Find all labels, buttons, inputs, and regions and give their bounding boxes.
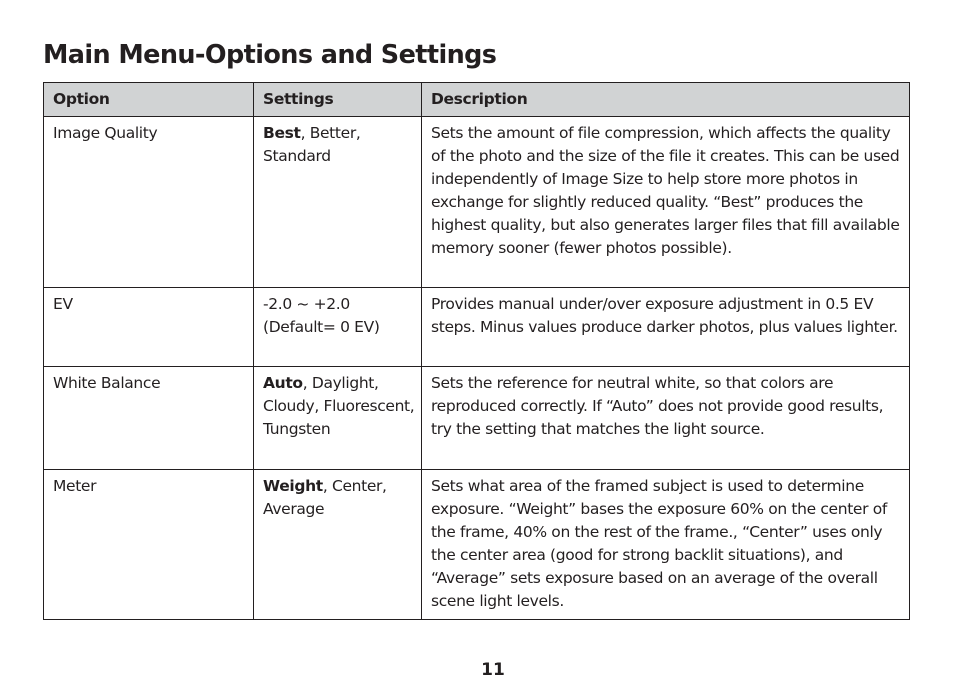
- other-settings: , Center, Average: [263, 477, 387, 518]
- options-table: [43, 82, 910, 620]
- other-settings: , Better, Standard: [263, 124, 361, 165]
- settings-cell: [254, 288, 422, 367]
- table-row: [44, 367, 910, 470]
- description-cell: Sets what area of the framed subject is used to determine exposure. “Weight” bases the exposure 60% on the center of the frame, 40% on the rest of the frame., “Center” uses only the center area (good for strong backlit situations), and “Average” sets exposure based on an average of the overall scene light levels.: [422, 470, 910, 620]
- header-settings: Settings: [254, 83, 422, 117]
- page-number: 11: [481, 660, 505, 680]
- option-cell: EV: [44, 288, 254, 367]
- option-cell: Image Quality: [44, 117, 254, 288]
- table-header-row: [44, 83, 910, 117]
- option-cell: White Balance: [44, 367, 254, 470]
- other-settings: -2.0 ~ +2.0 (Default= 0 EV): [263, 295, 380, 336]
- table-row: [44, 117, 910, 288]
- option-cell: Meter: [44, 470, 254, 620]
- page-title: Main Menu-Options and Settings: [43, 40, 497, 70]
- description-cell: Sets the reference for neutral white, so that colors are reproduced correctly. If “Auto” does not provide good results, try the setting that matches the light source.: [422, 367, 910, 470]
- description-cell: Sets the amount of file compression, which affects the quality of the photo and the size of the file it creates. This can be used independently of Image Size to help store more photos in exchange for slightly reduced quality. “Best” produces the highest quality, but also generates larger files that fill available memory sooner (fewer photos possible).: [422, 117, 910, 288]
- settings-cell: [254, 470, 422, 620]
- default-setting: Best: [263, 124, 301, 142]
- description-cell: Provides manual under/over exposure adjustment in 0.5 EV steps. Minus values produce darker photos, plus values lighter.: [422, 288, 910, 367]
- default-setting: Weight: [263, 477, 323, 495]
- table-row: [44, 288, 910, 367]
- other-settings: , Daylight, Cloudy, Fluorescent, Tungsten: [263, 374, 415, 438]
- settings-cell: [254, 117, 422, 288]
- default-setting: Auto: [263, 374, 303, 392]
- settings-cell: [254, 367, 422, 470]
- header-description: Description: [422, 83, 910, 117]
- table-row: [44, 470, 910, 620]
- header-option: Option: [44, 83, 254, 117]
